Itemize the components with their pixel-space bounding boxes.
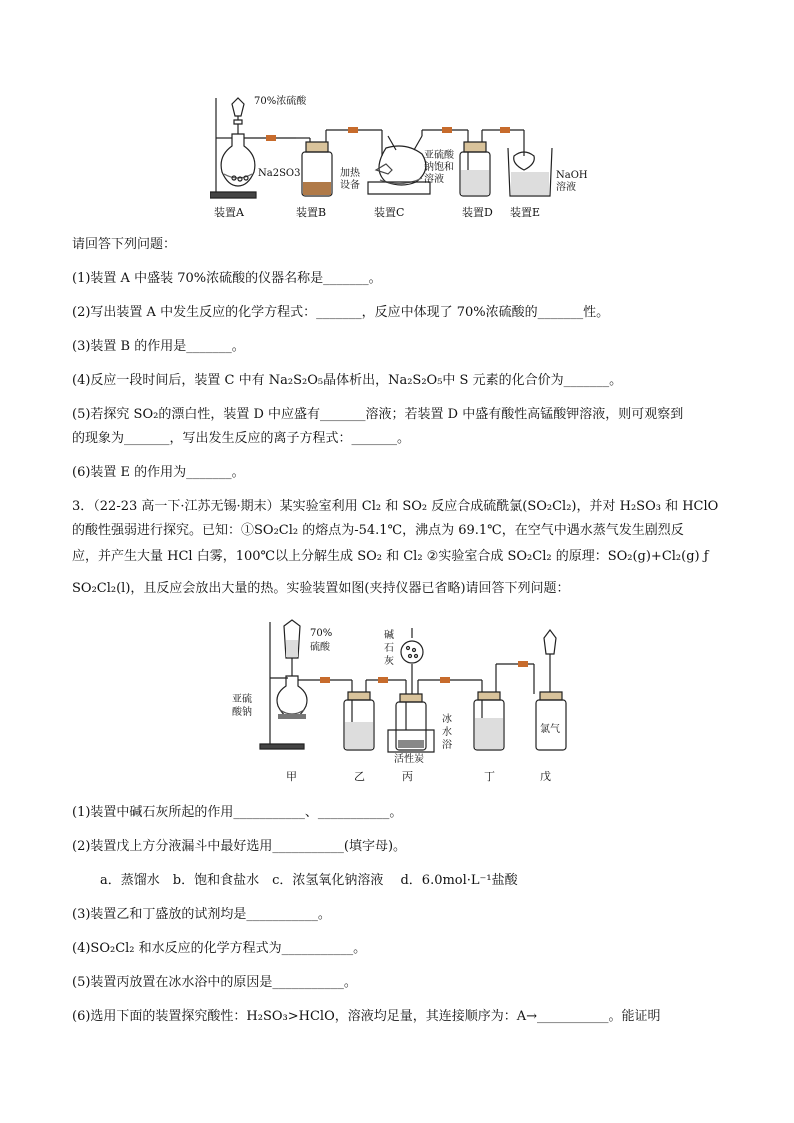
heating-label-2: 设备 (340, 180, 360, 191)
soda-lime-label-2: 石 (384, 643, 394, 654)
q1-item-3: (3)装置 B 的作用是_______。 (72, 339, 245, 354)
q3-stem-4: SO₂Cl₂(l)，且反应会放出大量的热。实验装置如图(夹持仪器已省略)请回答下列问题： (72, 581, 570, 596)
sulfite-label-2: 酸钠 (232, 707, 252, 718)
sulfite-label-1: 亚硫 (232, 694, 252, 705)
ice-bath-label-3: 浴 (442, 740, 452, 751)
naoh-label-2: 溶液 (556, 182, 576, 193)
acid-label-fig2-2: 硫酸 (310, 642, 330, 653)
solution-c-label-1: 亚硫酸 (424, 150, 454, 161)
reagent-a-label: Na2SO3 (258, 168, 301, 179)
caption-wu: 戊 (540, 770, 551, 783)
naoh-label-1: NaOH (556, 170, 588, 181)
q1-item-5: (5)若探究 SO₂的漂白性，装置 D 中应盛有_______溶液；若装置 D 中盛有酸性高锰酸钾溶液，则可观察到 (72, 407, 684, 422)
q1-item-1: (1)装置 A 中盛装 70%浓硫酸的仪器名称是_______。 (72, 271, 382, 286)
soda-lime-label-1: 碱 (384, 630, 394, 641)
q1-item-6: (6)装置 E 的作用为_______。 (72, 465, 245, 480)
q3-item-2-options: a．蒸馏水 b．饱和食盐水 c．浓氢氧化钠溶液 d．6.0mol·L⁻¹盐酸 (100, 873, 518, 888)
solution-c-label-2: 钠饱和 (424, 162, 454, 173)
caption-e: 装置E (510, 206, 541, 219)
q3-item-3: (3)装置乙和丁盛放的试剂均是___________。 (72, 907, 331, 922)
acid-label: 70%浓硫酸 (254, 96, 307, 107)
carbon-label: 活性炭 (394, 754, 424, 765)
intro-text: 请回答下列问题： (72, 237, 177, 252)
q1-item-4: (4)反应一段时间后，装置 C 中有 Na₂S₂O₅晶体析出，Na₂S₂O₅中 S 元素的化合价为_______。 (72, 373, 623, 388)
caption-bing: 丙 (402, 770, 413, 783)
caption-c: 装置C (374, 206, 405, 219)
chlorine-label: 氯气 (540, 724, 560, 735)
caption-ding: 丁 (484, 770, 495, 783)
caption-a: 装置A (214, 206, 244, 219)
apparatus-figure-2 (226, 614, 586, 786)
q3-item-6: (6)选用下面的装置探究酸性：H₂SO₃>HClO，溶液均足量，其连接顺序为：A→___________。能证明 (72, 1009, 661, 1024)
q3-stem-3: 应，并产生大量 HCl 白雾，100℃以上分解生成 SO₂ 和 Cl₂ ②实验室合成 SO₂Cl₂ 的原理：SO₂(g)+Cl₂(g) ƒ (72, 549, 709, 564)
acid-label-fig2-1: 70% (310, 628, 333, 639)
q3-stem-2: 的酸性强弱进行探究。已知：①SO₂Cl₂ 的熔点为-54.1℃，沸点为 69.1℃，在空气中遇水蒸气发生剧烈反 (72, 523, 684, 538)
soda-lime-label-3: 灰 (384, 656, 394, 667)
q1-item-2: (2)写出装置 A 中发生反应的化学方程式：_______，反应中体现了 70%浓硫酸的_______性。 (72, 305, 610, 320)
apparatus-figure-1 (210, 90, 600, 222)
caption-d: 装置D (462, 206, 493, 219)
q3-item-5: (5)装置丙放置在冰水浴中的原因是___________。 (72, 975, 357, 990)
caption-jia: 甲 (286, 770, 297, 783)
ice-bath-label-2: 水 (442, 727, 452, 738)
caption-yi: 乙 (354, 770, 365, 783)
caption-b: 装置B (296, 206, 327, 219)
q3-stem-1: 3．（22-23 高一下·江苏无锡·期末）某实验室利用 Cl₂ 和 SO₂ 反应合成硫酰氯(SO₂Cl₂)，并对 H₂SO₃ 和 HClO (72, 499, 719, 514)
q3-item-4: (4)SO₂Cl₂ 和水反应的化学方程式为___________。 (72, 941, 367, 956)
q3-item-2: (2)装置戊上方分液漏斗中最好选用___________(填字母)。 (72, 839, 407, 854)
q1-item-5-cont: 的现象为_______，写出发生反应的离子方程式：_______。 (72, 431, 411, 446)
q3-item-1: (1)装置中碱石灰所起的作用___________、___________。 (72, 805, 403, 820)
heating-label-1: 加热 (340, 168, 360, 179)
solution-c-label-3: 溶液 (424, 174, 444, 185)
ice-bath-label-1: 冰 (442, 714, 452, 725)
